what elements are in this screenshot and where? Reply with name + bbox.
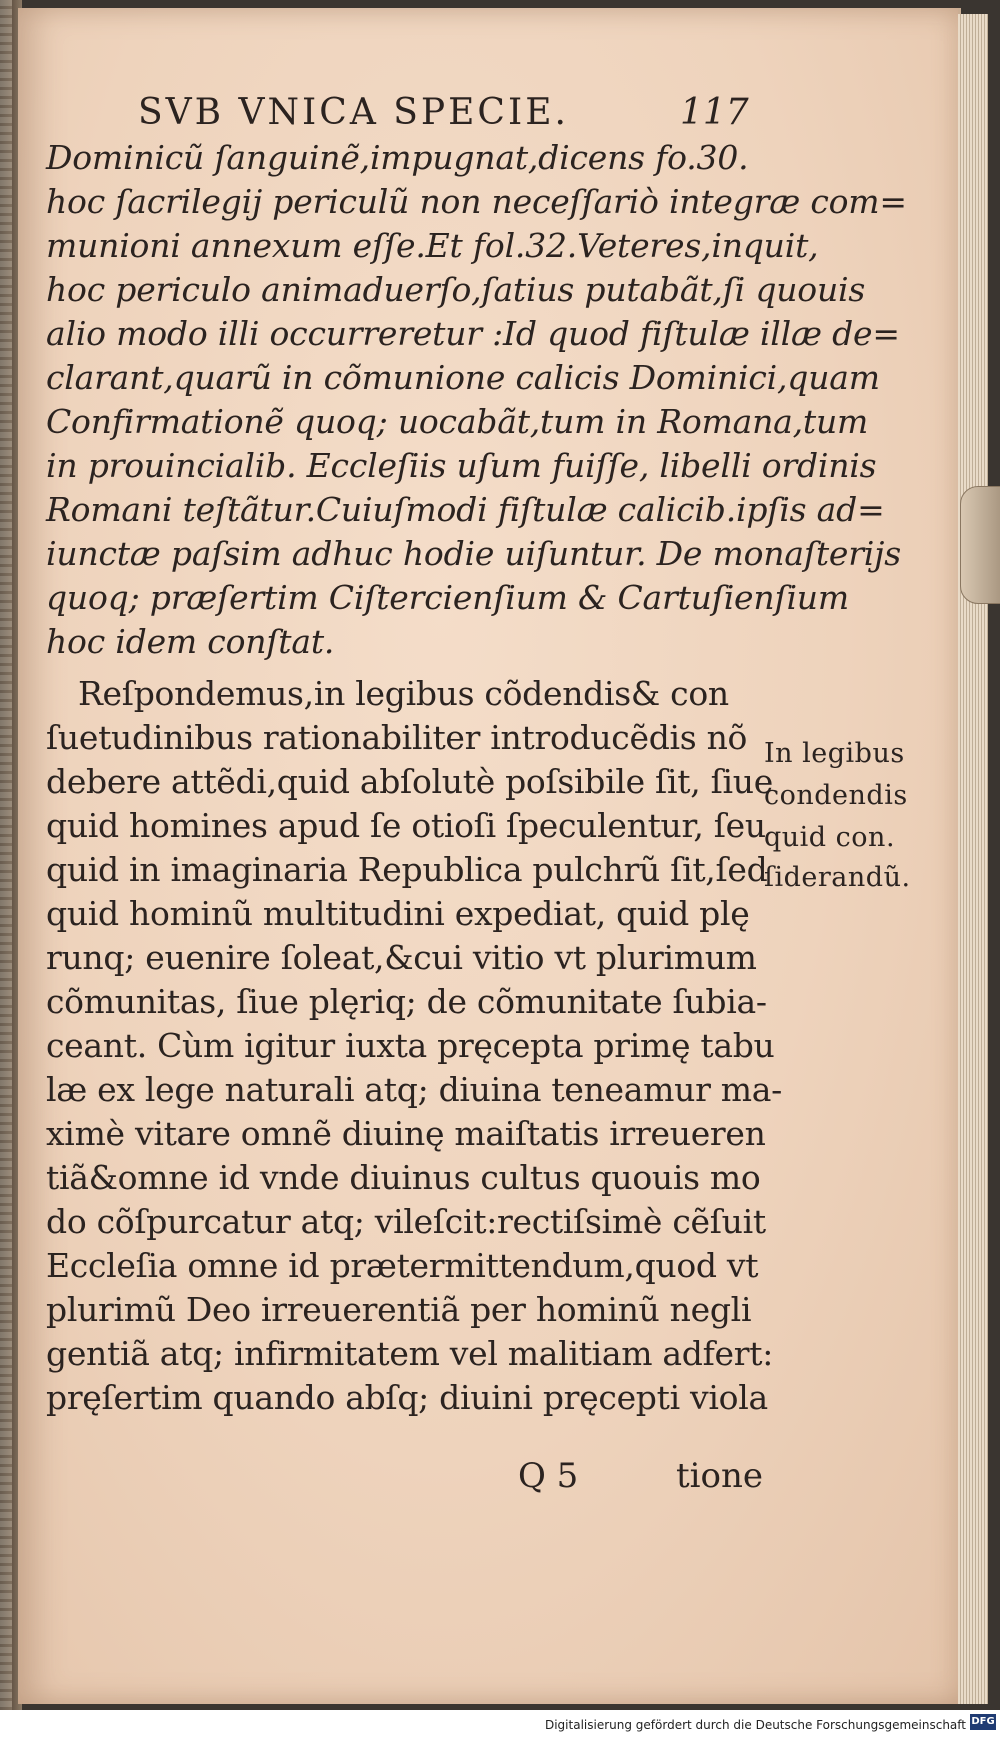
page-number: 117 — [680, 92, 749, 133]
quote-line: hoc ſacrilegij periculũ non neceſſariò integræ com= — [46, 182, 907, 221]
running-head: SVB VNICA SPECIE. — [138, 92, 569, 133]
digitization-credit: Digitalisierung gefördert durch die Deutsche Forschungsgemeinschaft — [544, 1718, 966, 1732]
marginal-note-line: quid con. — [764, 822, 896, 853]
left-page-edge — [0, 0, 12, 1710]
quote-line: Dominicũ ſanguinẽ,impugnat,dicens fo.30. — [46, 138, 749, 177]
quote-line: munioni annexum eſſe.Et fol.32.Veteres,inquit, — [46, 226, 819, 265]
body-line: ceant. Cùm igitur iuxta pręcepta primę tabu — [46, 1026, 775, 1065]
body-line: plurimũ Deo irreuerentiã per hominũ negli — [46, 1290, 752, 1329]
body-line: ſuetudinibus rationabiliter introducẽdis nõ — [46, 718, 748, 757]
quote-line: alio modo illi occurreretur :Id quod fiſtulæ illæ de= — [46, 314, 900, 353]
body-line: runq; euenire ſoleat,&cui vitio vt plurimum — [46, 938, 757, 977]
body-line: cõmunitas, ſiue plęriq; de cõmunitate ſubia- — [46, 982, 767, 1021]
body-line: do cõſpurcatur atq; vileſcit:rectiſsimè cẽſuit — [46, 1202, 766, 1241]
quote-line: in prouincialib. Eccleſiis uſum fuiſſe, libelli ordinis — [46, 446, 877, 485]
body-line: gentiã atq; infirmitatem vel malitiam adfert: — [46, 1334, 774, 1373]
marginal-note-line: ſiderandũ. — [764, 862, 911, 893]
catchword: tione — [676, 1456, 764, 1496]
quote-line: quoq; præſertim Ciſtercienſium & Cartuſienſium — [46, 578, 849, 617]
body-line: quid hominũ multitudini expediat, quid plę — [46, 894, 750, 933]
quote-line: Romani teſtãtur.Cuiuſmodi fiſtulæ calicib.ipſis ad= — [46, 490, 885, 529]
marginal-note-line: In legibus — [764, 738, 905, 769]
quote-line: clarant,quarũ in cõmunione calicis Dominici,quam — [46, 358, 880, 397]
body-line: quid in imaginaria Republica pulchrũ ſit,ſed — [46, 850, 768, 889]
quote-line: iunctæ paſsim adhuc hodie uiſuntur. De monaſterijs — [46, 534, 901, 573]
body-line: Eccleſia omne id prætermittendum,quod vt — [46, 1246, 759, 1285]
marginal-note-line: condendis — [764, 780, 908, 811]
body-line: quid homines apud ſe otioſi ſpeculentur, ſeu — [46, 806, 766, 845]
signature-mark: Q 5 — [518, 1456, 579, 1496]
dfg-logo: DFG — [970, 1714, 996, 1730]
body-line: debere attẽdi,quid abſolutè poſsibile ſit, ſiue — [46, 762, 773, 801]
body-line: læ ex lege naturali atq; diuina teneamur ma- — [46, 1070, 782, 1109]
body-line: Reſpondemus,in legibus cõdendis& con — [78, 674, 729, 713]
book-clasp — [960, 486, 1000, 604]
body-line: pręſertim quando abſq; diuini pręcepti viola — [46, 1378, 768, 1417]
quote-line: Confirmationẽ quoq; uocabãt,tum in Romana,tum — [46, 402, 869, 441]
quote-line: hoc idem conſtat. — [46, 622, 335, 661]
body-line: tiã&omne id vnde diuinus cultus quouis mo — [46, 1158, 761, 1197]
body-line: ximè vitare omnẽ diuinę maiſtatis irreueren — [46, 1114, 766, 1153]
quote-line: hoc periculo animaduerſo,ſatius putabãt,ſi quouis — [46, 270, 866, 309]
page-fore-edge — [958, 14, 988, 1704]
